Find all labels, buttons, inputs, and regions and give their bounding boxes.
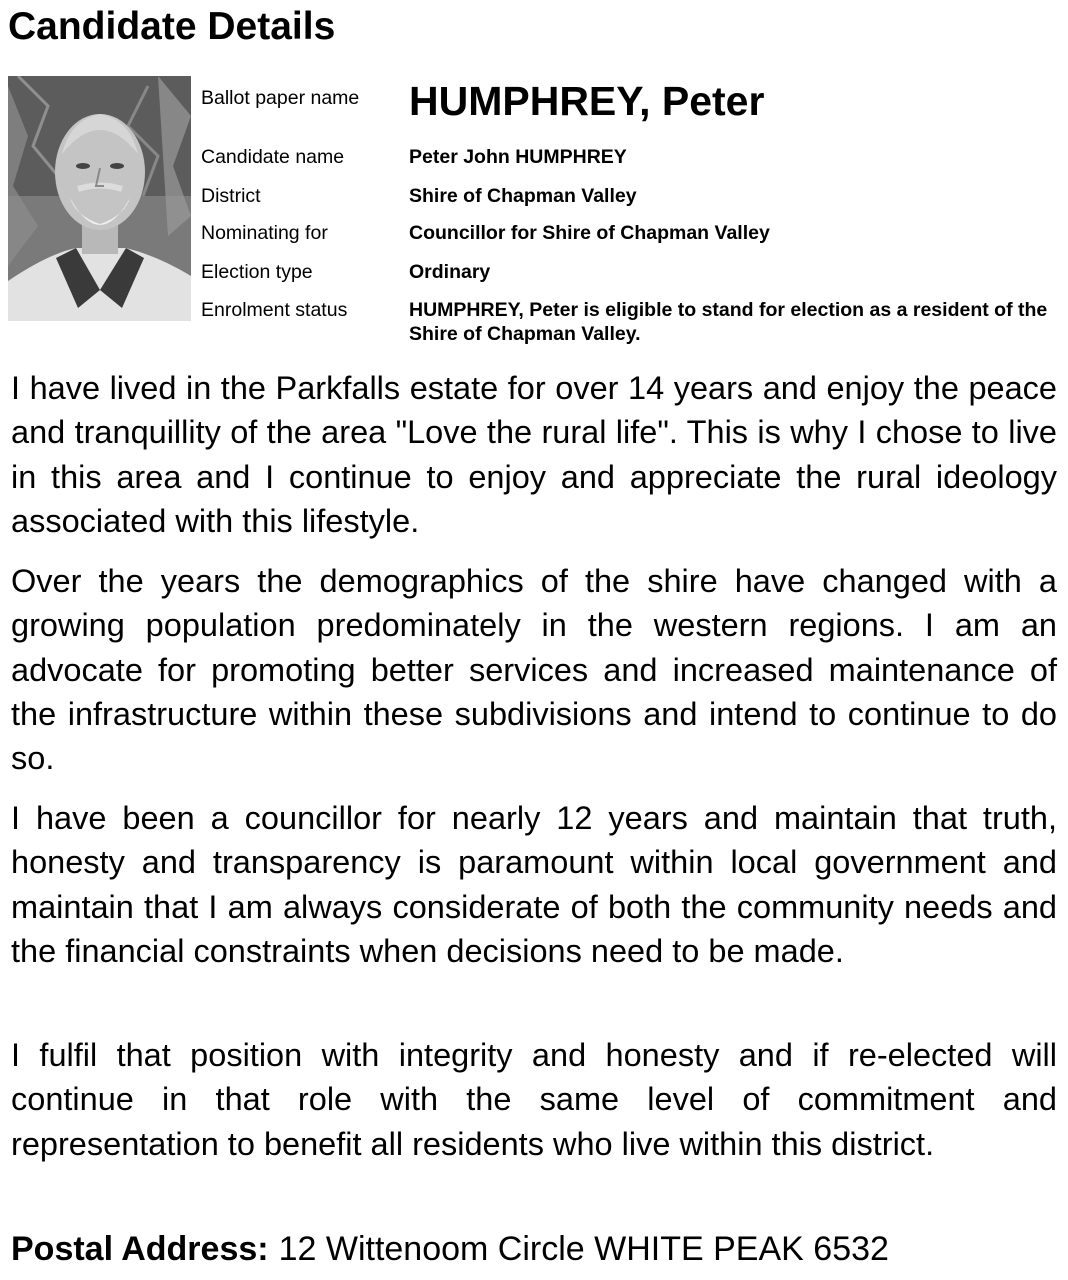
postal-address [11, 1227, 889, 1271]
district-label: District [201, 185, 261, 207]
statement-paragraph-2: Over the years the demographics of the shire have changed with a growing population predominately in the western regions. I am an advocate for promoting better services and increased maintenance of the infrastructure within these subdivisions and intend to continue to do so. [11, 563, 1057, 777]
nominating-for-label: Nominating for [201, 222, 328, 244]
statement-paragraph-4: I fulfil that position with integrity and honesty and if re-elected will continue in that role with the same level of commitment and representation to benefit all residents who live within this district. [11, 1037, 1057, 1162]
ballot-name-value: HUMPHREY, Peter [409, 78, 765, 124]
nominating-for-value: Councillor for Shire of Chapman Valley [409, 222, 770, 244]
candidate-name-label: Candidate name [201, 146, 345, 168]
postal-address-value: 12 Wittenoom Circle WHITE PEAK 6532 [278, 1230, 889, 1268]
district-value: Shire of Chapman Valley [409, 185, 637, 207]
election-type-value: Ordinary [409, 261, 491, 283]
enrolment-status-value: HUMPHREY, Peter is eligible to stand for election as a resident of the Shire of Chapman Valley. [409, 299, 1048, 345]
candidate-name-value: Peter John HUMPHREY [409, 146, 627, 168]
page-title: Candidate Details [8, 5, 336, 48]
election-type-label: Election type [201, 261, 313, 283]
statement-paragraph-1: I have lived in the Parkfalls estate for over 14 years and enjoy the peace and tranquillity of the area "Love the rural life". This is why I chose to live in this area and I continue to enjoy and appreciate the rural ideology associated with this lifestyle. [11, 370, 1057, 539]
statement-paragraph-3: I have been a councillor for nearly 12 years and maintain that truth, honesty and transparency is paramount within local government and maintain that I am always considerate of both the community needs and the financial constraints when decisions need to be made. [11, 800, 1057, 969]
ballot-name-label: Ballot paper name [201, 87, 360, 109]
candidate-photo [8, 76, 191, 321]
enrolment-status-label: Enrolment status [201, 299, 348, 321]
postal-address-label: Postal Address: [11, 1230, 269, 1268]
